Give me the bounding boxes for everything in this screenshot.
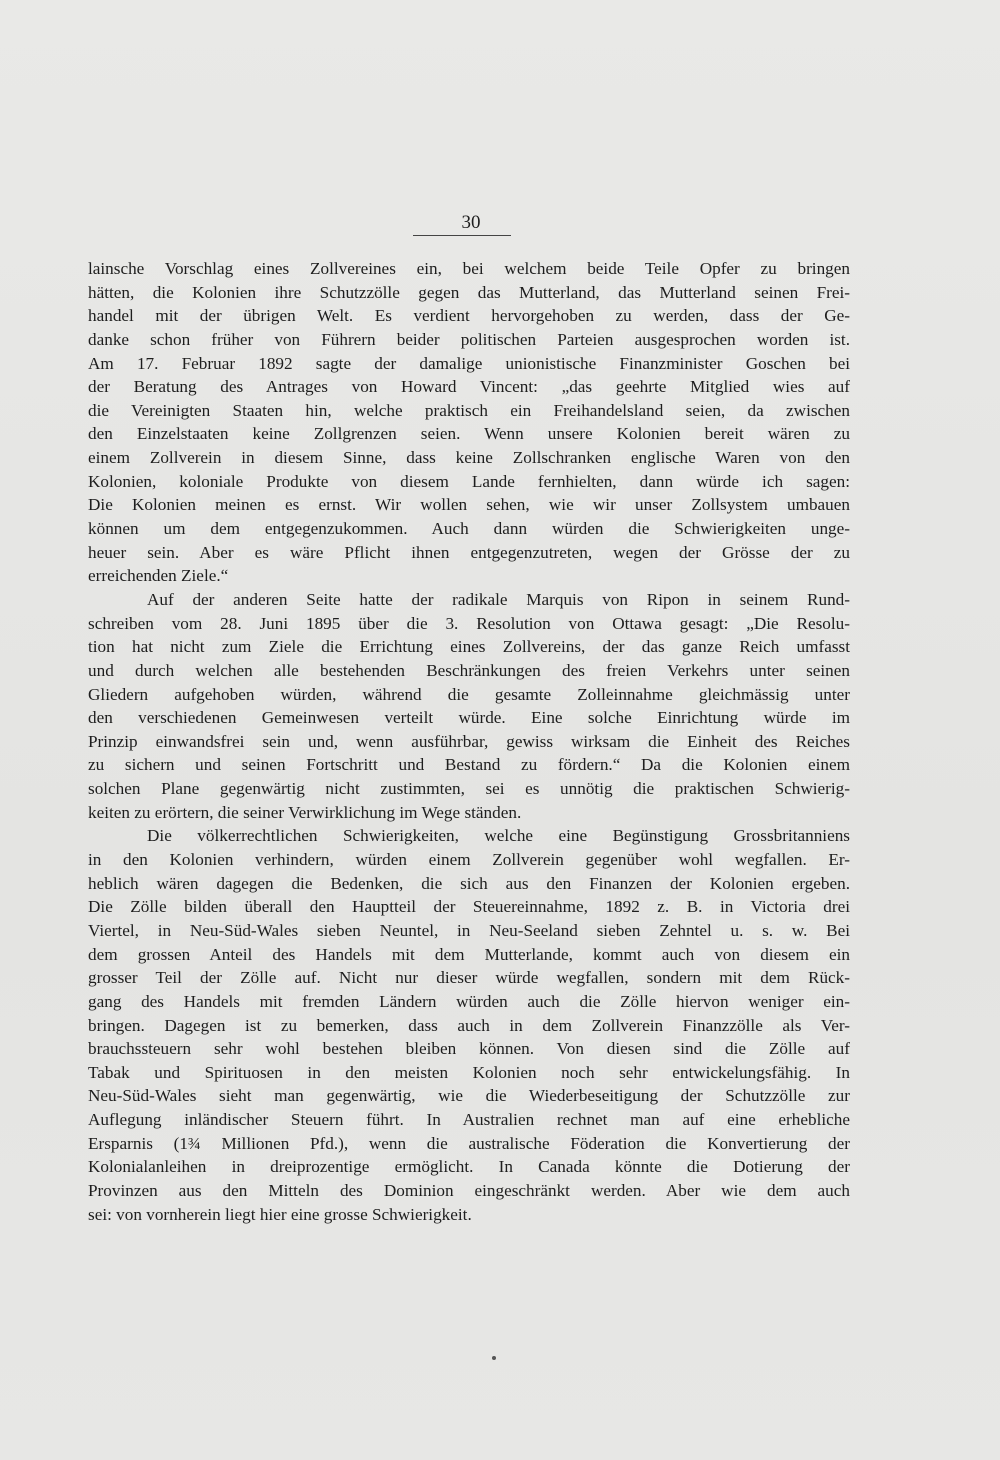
page-number-rule: [413, 235, 511, 236]
text-line: erreichenden Ziele.“: [88, 566, 229, 586]
text-line: der Beratung des Antrages von Howard Vincent: „das geehrte Mitglied wies auf: [88, 377, 850, 397]
text-line: Auf der anderen Seite hatte der radikale Marquis von Ripon in seinem Rund-: [147, 589, 850, 609]
text-line: Am 17. Februar 1892 sagte der damalige unionistische Finanzminister Goschen bei: [88, 353, 850, 373]
text-line: hätten, die Kolonien ihre Schutzzölle gegen das Mutterland, das Mutterland seinen Frei-: [88, 282, 850, 302]
paragraph-1: [88, 257, 850, 588]
text-line: dem grossen Anteil des Handels mit dem Mutterlande, kommt auch von diesem ein: [88, 944, 850, 964]
text-line: brauchssteuern sehr wohl bestehen bleiben können. Von diesen sind die Zölle auf: [88, 1039, 850, 1059]
text-line: keiten zu erörtern, die seiner Verwirklichung im Wege ständen.: [88, 802, 522, 822]
text-line: heuer sein. Aber es wäre Pflicht ihnen entgegenzutreten, wegen der Grösse der zu: [88, 542, 850, 562]
text-line: Die völkerrechtlichen Schwierigkeiten, welche eine Begünstigung Grossbritanniens: [147, 826, 850, 846]
text-line: zu sichern und seinen Fortschritt und Bestand zu fördern.“ Da die Kolonien einem: [88, 755, 850, 775]
ink-speck: [492, 1356, 496, 1360]
text-line: lainsche Vorschlag eines Zollvereines ein, bei welchem beide Teile Opfer zu bringen: [88, 259, 850, 278]
text-line: grosser Teil der Zölle auf. Nicht nur dieser würde wegfallen, sondern mit dem Rück-: [88, 968, 850, 988]
text-line: können um dem entgegenzukommen. Auch dann würden die Schwierigkeiten unge-: [88, 519, 850, 539]
text-line: Prinzip einwandsfrei sein und, wenn ausführbar, gewiss wirksam die Einheit des Reiches: [88, 731, 850, 751]
text-line: schreiben vom 28. Juni 1895 über die 3. Resolution von Ottawa gesagt: „Die Resolu-: [88, 613, 850, 633]
paragraph-3: [88, 824, 850, 1226]
text-line: Kolonialanleihen in dreiprozentige ermöglicht. In Canada könnte die Dotierung der: [88, 1157, 850, 1177]
body-text: [88, 257, 850, 1226]
text-line: danke schon früher von Führern beider politischen Parteien ausgesprochen worden ist.: [88, 329, 850, 349]
text-line: Provinzen aus den Mitteln des Dominion eingeschränkt werden. Aber wie dem auch: [88, 1180, 850, 1200]
text-line: gang des Handels mit fremden Ländern würden auch die Zölle hiervon weniger ein-: [88, 991, 850, 1011]
text-line: Die Kolonien meinen es ernst. Wir wollen sehen, wie wir unser Zollsystem umbauen: [88, 495, 850, 515]
text-line: den Einzelstaaten keine Zollgrenzen seien. Wenn unsere Kolonien bereit wären zu: [88, 424, 850, 444]
paragraph-2: [88, 588, 850, 824]
text-line: Gliedern aufgehoben würden, während die gesamte Zolleinnahme gleichmässig unter: [88, 684, 850, 704]
text-line: bringen. Dagegen ist zu bemerken, dass auch in dem Zollverein Finanzzölle als Ver-: [88, 1015, 850, 1035]
text-line: Kolonien, koloniale Produkte von diesem Lande fernhielten, dann würde ich sagen:: [88, 471, 850, 491]
text-line: Viertel, in Neu-Süd-Wales sieben Neuntel, in Neu-Seeland sieben Zehntel u. s. w. Bei: [88, 920, 850, 940]
text-line: in den Kolonien verhindern, würden einem Zollverein gegenüber wohl wegfallen. Er-: [88, 850, 850, 870]
page-number: 30: [461, 212, 481, 233]
page-number-block: [413, 212, 511, 236]
text-line: Ersparnis (1¾ Millionen Pfd.), wenn die australische Föderation die Konvertierung der: [88, 1133, 850, 1153]
text-line: Die Zölle bilden überall den Hauptteil der Steuereinnahme, 1892 z. B. in Victoria drei: [88, 897, 850, 917]
text-line: tion hat nicht zum Ziele die Errichtung eines Zollvereins, der das ganze Reich umfasst: [88, 637, 850, 657]
text-line: handel mit der übrigen Welt. Es verdient hervorgehoben zu werden, dass der Ge-: [88, 306, 850, 326]
text-line: solchen Plane gegenwärtig nicht zustimmten, sei es unnötig die praktischen Schwierig-: [88, 779, 850, 799]
text-line: den verschiedenen Gemeinwesen verteilt würde. Eine solche Einrichtung würde im: [88, 708, 850, 728]
text-line: Auflegung inländischer Steuern führt. In Australien rechnet man auf eine erhebliche: [88, 1110, 850, 1130]
text-line: Neu-Süd-Wales sieht man gegenwärtig, wie die Wiederbeseitigung der Schutzzölle zur: [88, 1086, 850, 1106]
text-line: und durch welchen alle bestehenden Beschränkungen des freien Verkehrs unter seinen: [88, 660, 850, 680]
text-line: die Vereinigten Staaten hin, welche praktisch ein Freihandelsland seien, da zwischen: [88, 400, 850, 420]
text-line: sei: von vornherein liegt hier eine grosse Schwierigkeit.: [88, 1204, 472, 1224]
text-line: Tabak und Spirituosen in den meisten Kolonien noch sehr entwickelungsfähig. In: [88, 1062, 850, 1082]
text-line: heblich wären dagegen die Bedenken, die sich aus den Finanzen der Kolonien ergeben.: [88, 873, 850, 893]
text-line: einem Zollverein in diesem Sinne, dass keine Zollschranken englische Waren von den: [88, 448, 850, 468]
